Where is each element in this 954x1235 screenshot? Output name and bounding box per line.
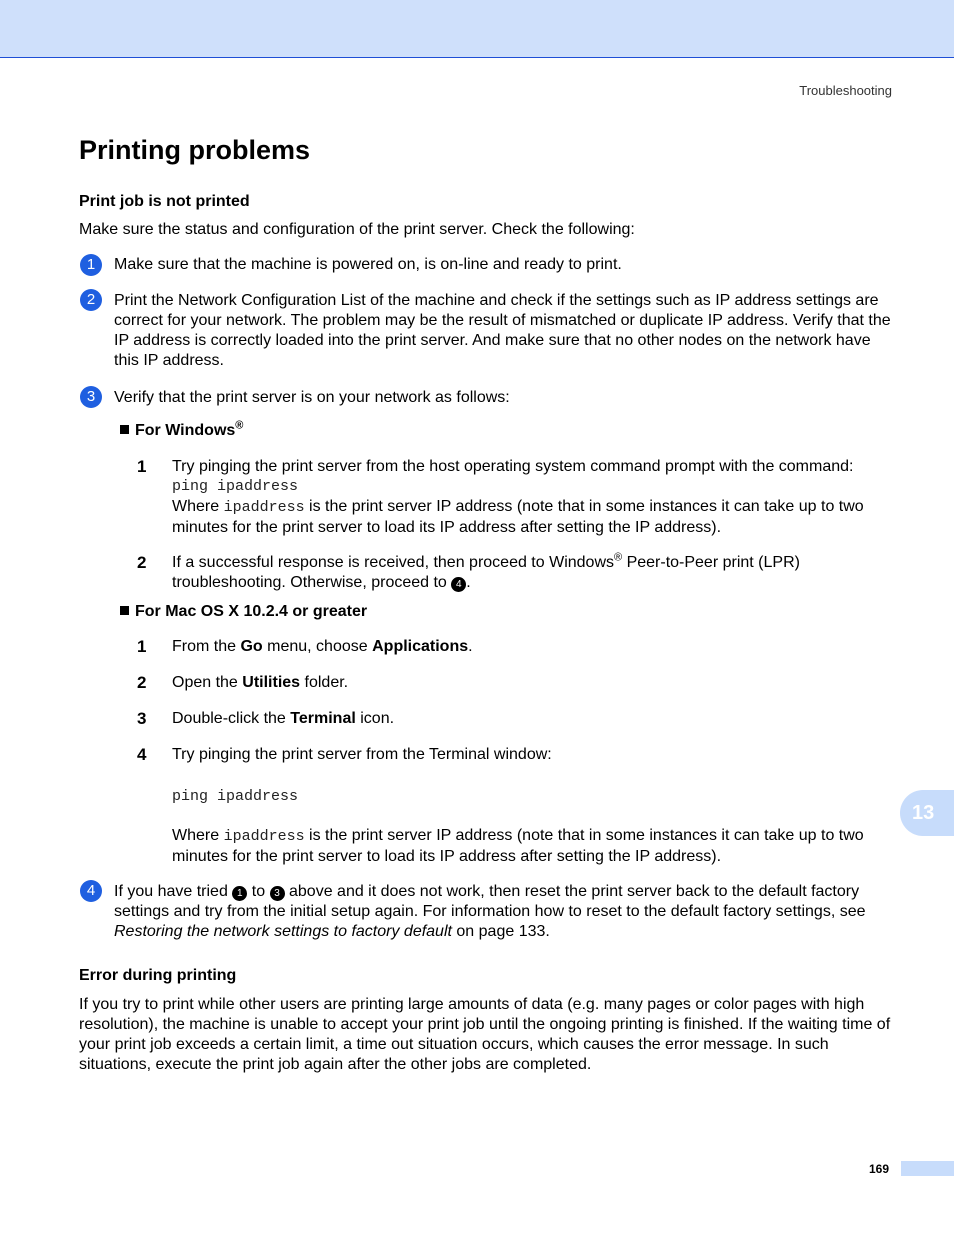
step-ref-1-icon: 1 bbox=[232, 886, 247, 901]
windows-substep2-text-b: Peer-to-Peer print (LPR) troubleshooting. Otherwise, proceed to bbox=[172, 554, 800, 591]
registered-mark: ® bbox=[235, 419, 244, 432]
app-name-terminal: Terminal bbox=[290, 710, 356, 727]
step-number-4: 4 bbox=[80, 880, 102, 902]
step-number-2: 2 bbox=[80, 289, 102, 311]
windows-substep-text-1 bbox=[172, 457, 894, 538]
mac-step1-a: From the bbox=[172, 638, 237, 655]
bullet-square-icon bbox=[120, 606, 129, 615]
step4-text-b: to bbox=[251, 883, 266, 900]
windows-substep-text-2 bbox=[172, 553, 894, 593]
mac-substep-number-4: 4 bbox=[137, 745, 147, 764]
mac-step4-a: Try pinging the print server from the Terminal window: bbox=[172, 746, 552, 763]
folder-name-utilities: Utilities bbox=[242, 674, 301, 691]
mac-substep-text-1 bbox=[172, 637, 894, 657]
step4-text-a: If you have tried bbox=[114, 883, 228, 900]
where-text bbox=[172, 497, 894, 538]
where-description: is the print server IP address (note that in some instances it can take up to two minutes for the print server to load its IP address after setting the IP address). bbox=[172, 498, 864, 536]
mac-substep-text-2 bbox=[172, 673, 894, 693]
mac-step3-a: Double-click the bbox=[172, 710, 286, 727]
mac-step2-c: folder. bbox=[304, 674, 349, 691]
code-ipaddress: ipaddress bbox=[223, 828, 305, 845]
chapter-tab: 13 bbox=[900, 790, 954, 836]
ping-command: ping ipaddress bbox=[172, 788, 299, 805]
where-text bbox=[172, 826, 894, 867]
section-heading-error: Error during printing bbox=[79, 967, 237, 984]
windows-substep-number-1: 1 bbox=[137, 457, 147, 476]
period: . bbox=[466, 574, 471, 591]
menu-name-go: Go bbox=[240, 638, 263, 655]
where-label: Where bbox=[172, 498, 220, 515]
mac-step2-a: Open the bbox=[172, 674, 238, 691]
mac-substep-text-4 bbox=[172, 745, 894, 867]
page-number-bar bbox=[901, 1161, 954, 1176]
mac-substep-number-2: 2 bbox=[137, 673, 147, 692]
step-text-3: Verify that the print server is on your network as follows: bbox=[114, 389, 510, 406]
period: . bbox=[468, 638, 473, 655]
step-text-1: Make sure that the machine is powered on, is on-line and ready to print. bbox=[114, 256, 622, 273]
page-number: 169 bbox=[869, 1162, 890, 1176]
windows-label: For Windows bbox=[135, 422, 236, 439]
step-number-3: 3 bbox=[80, 386, 102, 408]
step4-text-d: on page 133. bbox=[456, 923, 550, 940]
windows-substep2-text-a: If a successful response is received, then proceed to Windows bbox=[172, 554, 614, 571]
intro-paragraph: Make sure the status and configuration of the print server. Check the following: bbox=[79, 221, 635, 238]
step-ref-3-icon: 3 bbox=[270, 886, 285, 901]
menu-item-applications: Applications bbox=[372, 638, 469, 655]
mac-substep-text-3 bbox=[172, 709, 894, 729]
error-paragraph: If you try to print while other users are printing large amounts of data (e.g. many pages or color pages with high resolution), the machine is unable to accept your print job until the ongoing printing is finished. If the waiting time of your print job exceeds a certain limit, a time out situation occurs, which causes the error message. In such situations, execute the print job again after the other jobs are completed. bbox=[79, 996, 891, 1073]
running-header: Troubleshooting bbox=[799, 83, 892, 98]
step4-text-c: above and it does not work, then reset the print server back to the default factory settings and try from the initial setup again. For information how to reset to the default factory settings, see bbox=[114, 883, 866, 920]
mac-step1-c: menu, choose bbox=[267, 638, 368, 655]
code-ipaddress: ipaddress bbox=[223, 499, 305, 516]
step-text-4 bbox=[114, 882, 894, 942]
where-label: Where bbox=[172, 827, 220, 844]
where-description: is the print server IP address (note that in some instances it can take up to two minutes for the print server to load its IP address after setting the IP address). bbox=[172, 827, 864, 865]
bullet-for-mac bbox=[120, 602, 367, 622]
bullet-for-windows bbox=[120, 421, 243, 441]
step-number-1: 1 bbox=[80, 254, 102, 276]
mac-step3-c: icon. bbox=[360, 710, 395, 727]
page-title: Printing problems bbox=[79, 135, 311, 165]
mac-substep-number-1: 1 bbox=[137, 637, 147, 656]
windows-substep-number-2: 2 bbox=[137, 553, 147, 572]
step-ref-4-icon: 4 bbox=[451, 577, 466, 592]
mac-substep-number-3: 3 bbox=[137, 709, 147, 728]
ping-command: ping ipaddress bbox=[172, 478, 299, 495]
registered-mark: ® bbox=[614, 551, 623, 564]
step-text-2: Print the Network Configuration List of the machine and check if the settings such as IP address settings are correct for your network. The problem may be the result of mismatched or duplicate IP address. Verify that the IP address is correctly loaded into the print server. And make sure that no other nodes on the network have this IP address. bbox=[114, 292, 891, 369]
mac-label: For Mac OS X 10.2.4 or greater bbox=[135, 603, 368, 620]
cross-reference-link[interactable]: Restoring the network settings to factory default bbox=[114, 923, 452, 940]
section-heading-print-job: Print job is not printed bbox=[79, 193, 250, 210]
header-band bbox=[0, 0, 954, 58]
bullet-square-icon bbox=[120, 425, 129, 434]
windows-substep-line: Try pinging the print server from the host operating system command prompt with the command: bbox=[172, 458, 854, 475]
